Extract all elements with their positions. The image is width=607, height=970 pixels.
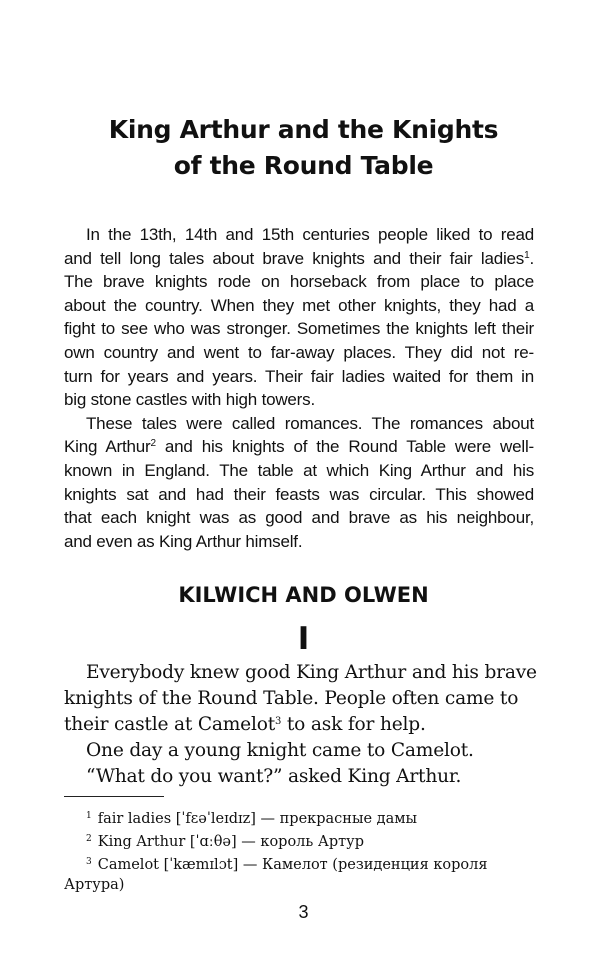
title-line-1: King Arthur and the Knights — [108, 115, 499, 144]
story-line-text: to ask for help. — [281, 714, 426, 735]
footnote-ref-2: 2 — [150, 438, 156, 450]
footnote-divider — [64, 796, 164, 797]
intro-line-text: King Arthur — [64, 437, 151, 457]
page-number: 3 — [298, 902, 309, 922]
intro-line: The brave knights rode on horseback from place to place — [64, 272, 534, 292]
title-line-2: of the Round Table — [173, 151, 434, 180]
footnote-number: 2 — [86, 834, 92, 844]
intro-line: that each knight was as good and brave as his neighbour, — [64, 508, 534, 528]
intro-line: These tales were called romances. The romances about — [86, 413, 534, 433]
intro-line: knights sat and had their feasts was circular. This showed — [64, 484, 534, 504]
footnote-2 — [64, 829, 530, 852]
intro-line-text: and his knights of the Round Table were well- — [155, 437, 534, 457]
footnote-text: King Arthur [ˈɑːθə] — король Артур — [97, 834, 364, 850]
intro-line: In the 13th, 14th and 15th centuries people liked to read — [86, 225, 534, 244]
intro-paragraphs — [64, 223, 534, 553]
intro-line: and tell long tales about brave knights and their fair ladies$^1$. — [64, 248, 534, 268]
intro-line: big stone castles with high towers. — [64, 390, 315, 410]
story-line: “What do you want?” asked King Arthur. — [86, 766, 462, 787]
footnote-ref-3: 3 — [275, 716, 282, 727]
story-line — [64, 712, 530, 738]
footnote-3 — [64, 852, 530, 875]
intro-line: own country and went to far-away places. They did not re- — [64, 342, 534, 362]
intro-line-text: and tell long tales about brave knights and their fair ladies — [64, 248, 525, 268]
story-line: knights of the Round Table. People often came to — [64, 688, 519, 709]
story-text — [64, 660, 537, 790]
footnote-text: Camelot [ˈkæmɪlɔt] — Камелот (резиденция короля — [97, 857, 488, 873]
intro-line: known in England. The table at which King Arthur and his — [64, 460, 534, 480]
intro-line: fight to see who was stronger. Sometimes the knights left their — [64, 319, 534, 339]
story-line: One day a young knight came to Camelot. — [86, 740, 474, 761]
intro-line: and even as King Arthur himself. — [64, 531, 303, 551]
intro-line — [64, 435, 534, 459]
chapter-number: I — [297, 621, 310, 657]
intro-line: turn for years and years. Their fair ladies waited for them in — [64, 366, 534, 386]
story-line-text: their castle at Camelot — [64, 714, 275, 735]
intro-line: about the country. When they met other knights, they had a — [64, 295, 534, 315]
footnotes — [64, 806, 530, 895]
section-heading: KILWICH AND OLWEN — [178, 583, 429, 607]
footnote-1 — [64, 806, 530, 829]
story-line: Everybody knew good King Arthur and his brave — [86, 662, 537, 683]
footnote-number: 1 — [86, 811, 92, 821]
footnote-number: 3 — [86, 857, 92, 867]
chapter-title — [60, 112, 547, 184]
footnote-text: fair ladies [ˈfɛəˈleɪdɪz] — прекрасные дамы — [97, 811, 418, 827]
footnote-3-continued: Артура) — [64, 877, 125, 893]
footnote-ref-1: 1 — [524, 249, 530, 261]
